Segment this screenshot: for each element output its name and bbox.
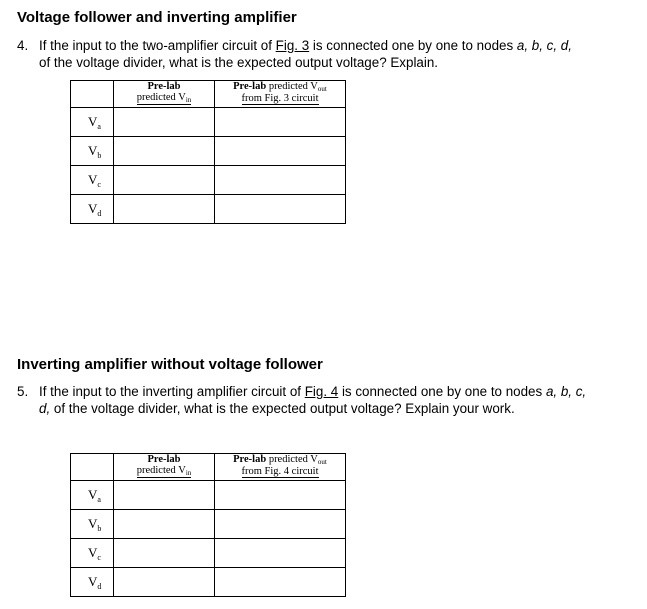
row-label-vc: $V_c$ [71, 166, 114, 195]
answer-cell-vout-c[interactable] [215, 539, 346, 568]
header-predicted-vin: Pre-lab predicted Vin [114, 454, 215, 481]
row-label-vb: $V_b$ [71, 137, 114, 166]
fig-4-link[interactable]: Fig. 4 [304, 384, 339, 399]
table-row [71, 568, 346, 597]
node-list: a, b, c, d, [516, 38, 572, 53]
question-line-2: of the voltage divider, what is the expected output voltage? Explain. [39, 55, 439, 70]
row-label-vd: $V_d$ [71, 568, 114, 597]
answer-cell-vin-c[interactable] [114, 166, 215, 195]
answer-cell-vin-b[interactable] [114, 137, 215, 166]
row-label-va: $V_a$ [71, 481, 114, 510]
answer-cell-vin-a[interactable] [114, 481, 215, 510]
section-heading-voltage-follower: Voltage follower and inverting amplifier [17, 9, 297, 26]
answer-cell-vout-a[interactable] [215, 481, 346, 510]
table-row [71, 510, 346, 539]
node-list: a, b, c, [545, 384, 587, 399]
prelab-table-fig4 [70, 453, 346, 597]
table-row [71, 137, 346, 166]
row-label-vb: $V_b$ [71, 510, 114, 539]
table-row [71, 481, 346, 510]
header-corner [71, 454, 114, 481]
question-number: 5. [17, 384, 29, 399]
answer-cell-vout-d[interactable] [215, 195, 346, 224]
answer-cell-vout-d[interactable] [215, 568, 346, 597]
answer-cell-vout-b[interactable] [215, 510, 346, 539]
answer-cell-vin-c[interactable] [114, 539, 215, 568]
row-label-vd: $V_d$ [71, 195, 114, 224]
question-number: 4. [17, 38, 29, 53]
answer-cell-vout-a[interactable] [215, 108, 346, 137]
prelab-table-fig3 [70, 80, 346, 224]
table-header-row [71, 81, 346, 108]
answer-cell-vin-b[interactable] [114, 510, 215, 539]
section-heading-inverting-amplifier: Inverting amplifier without voltage follower [17, 356, 323, 373]
answer-cell-vin-a[interactable] [114, 108, 215, 137]
row-label-va: $V_a$ [71, 108, 114, 137]
header-predicted-vin: Pre-lab predicted Vin [114, 81, 215, 108]
table-row [71, 166, 346, 195]
question-line-1: If the input to the two-amplifier circuit of Fig. 3 is connected one by one to nodes a, b, c, d, [39, 38, 572, 53]
header-corner [71, 81, 114, 108]
table-row [71, 539, 346, 568]
answer-cell-vin-d[interactable] [114, 195, 215, 224]
table-header-row [71, 454, 346, 481]
answer-cell-vin-d[interactable] [114, 568, 215, 597]
row-label-vc: $V_c$ [71, 539, 114, 568]
fig-3-link[interactable]: Fig. 3 [275, 38, 310, 53]
answer-cell-vout-b[interactable] [215, 137, 346, 166]
answer-cell-vout-c[interactable] [215, 166, 346, 195]
table-row [71, 195, 346, 224]
question-line-1: If the input to the inverting amplifier circuit of Fig. 4 is connected one by one to nodes a, b, c, [39, 384, 587, 399]
question-line-2: d, of the voltage divider, what is the expected output voltage? Explain your work. [39, 401, 515, 416]
table-row [71, 108, 346, 137]
header-predicted-vout: Pre-lab predicted Vout from Fig. 3 circuit [215, 81, 346, 108]
header-predicted-vout: Pre-lab predicted Vout from Fig. 4 circuit [215, 454, 346, 481]
